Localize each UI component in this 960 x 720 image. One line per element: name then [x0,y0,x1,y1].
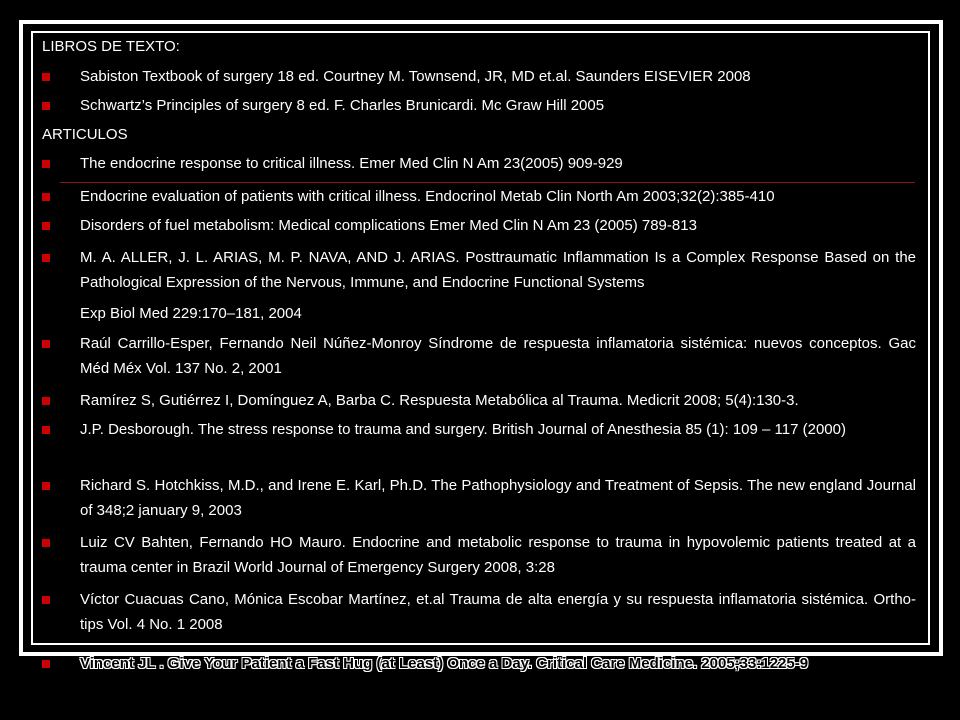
list-item [42,331,916,381]
list-item [42,651,922,676]
reference-text: Endocrine evaluation of patients with critical illness. Endocrinol Metab Clin North Am 2003;32(2):385-410 [80,188,775,205]
reference-continuation: Exp Biol Med 229:170–181, 2004 [80,305,302,322]
reference-text: Disorders of fuel metabolism: Medical complications Emer Med Clin N Am 23 (2005) 789-813 [80,217,697,234]
bullet-icon [42,102,50,110]
reference-text: The endocrine response to critical illness. Emer Med Clin N Am 23(2005) 909-929 [80,155,623,172]
reference-text: Víctor Cuacuas Cano, Mónica Escobar Martínez, et.al Trauma de alta energía y su respuesta inflamatoria sistémica. Ortho-tips Vol. 4 No. 1 2008 [80,591,916,633]
bullet-icon [42,482,50,490]
reference-text: Richard S. Hotchkiss, M.D., and Irene E. Karl, Ph.D. The Pathophysiology and Treatment of Sepsis. The new england Journal of 348;2 january 9, 2003 [80,477,916,519]
list-item [42,245,916,295]
list-item [42,587,916,637]
bullet-icon [42,340,50,348]
reference-text: Sabiston Textbook of surgery 18 ed. Courtney M. Townsend, JR, MD et.al. Saunders EISEVIER 2008 [80,68,751,85]
bullet-icon [42,596,50,604]
section-divider [60,182,915,183]
list-item [42,417,916,442]
reference-text: J.P. Desborough. The stress response to trauma and surgery. British Journal of Anesthesia 85 (1): 109 – 117 (2000) [80,421,846,438]
bullet-icon [42,426,50,434]
list-item [42,93,916,118]
list-item [42,213,916,238]
reference-text: M. A. ALLER, J. L. ARIAS, M. P. NAVA, AND J. ARIAS. Posttraumatic Inflammation Is a Complex Response Based on the Pathological Expression of the Nervous, Immune, and Endocrine Functional Systems [80,249,916,291]
bullet-icon [42,397,50,405]
reference-text: Vincent JL . Give Your Patient a Fast Hug (at Least) Once a Day. Critical Care Medicine. 2005;33:1225-9 [80,655,809,672]
bullet-icon [42,254,50,262]
reference-text: Schwartz’s Principles of surgery 8 ed. F. Charles Brunicardi. Mc Graw Hill 2005 [80,97,605,114]
textbooks-heading: LIBROS DE TEXTO: [42,38,180,55]
bullet-icon [42,193,50,201]
list-item [42,473,916,523]
list-item [42,530,916,580]
bullet-icon [42,73,50,81]
bullet-icon [42,539,50,547]
list-item [42,184,916,209]
bullet-icon [42,222,50,230]
reference-text: Luiz CV Bahten, Fernando HO Mauro. Endocrine and metabolic response to trauma in hypovolemic patients treated at a trauma center in Brazil World Journal of Emergency Surgery 2008, 3:28 [80,534,916,576]
reference-text: Ramírez S, Gutiérrez I, Domínguez A, Barba C. Respuesta Metabólica al Trauma. Medicrit 2008; 5(4):130-3. [80,392,799,409]
bullet-icon [42,660,50,668]
articles-heading: ARTICULOS [42,126,128,143]
list-item [42,64,916,89]
list-item [42,388,916,413]
list-item [42,151,916,176]
reference-text: Raúl Carrillo-Esper, Fernando Neil Núñez-Monroy Síndrome de respuesta inflamatoria sistémica: nuevos conceptos. Gac Méd Méx Vol. 137 No. 2, 2001 [80,335,916,377]
bullet-icon [42,160,50,168]
